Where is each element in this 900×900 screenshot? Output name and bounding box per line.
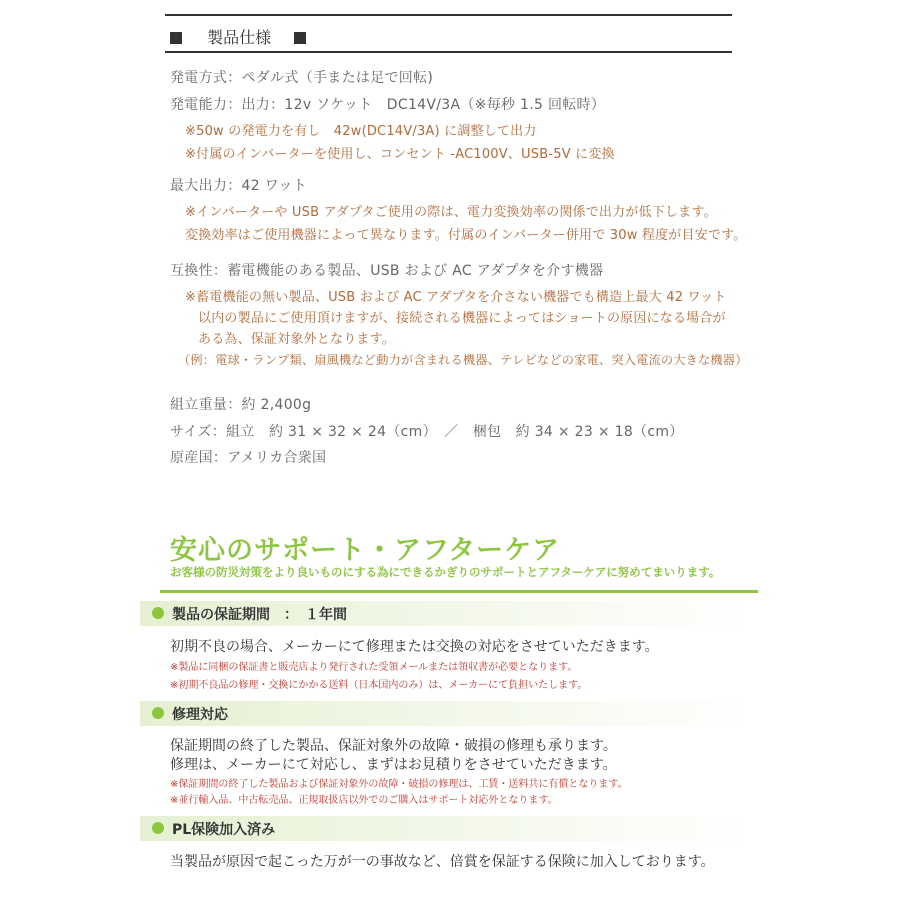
repair-body: 保証期間の終了した製品、保証対象外の故障・破損の修理も承ります。 [170, 738, 617, 754]
support-subtitle: お客様の防災対策をより良いものにする為にできるかぎりのサポートとアフターケアに努めてまいります。 [170, 565, 721, 579]
repair-note: ※並行輸入品、中古転売品、正規取扱店以外でのご購入はサポート対応外となります。 [170, 795, 558, 806]
repair-note: ※保証期間の終了した製品および保証対象外の故障・破損の修理は、工賃・送料共に有償となります。 [170, 779, 628, 790]
spec-bottom-rule [165, 51, 732, 53]
spec-note: ※蓄電機能の無い製品、USB および AC アダプタを介さない機器でも構造上最大 42 ワット [185, 290, 727, 305]
spec-note: ※インバーターや USB アダプタご使用の際は、電力変換効率の関係で出力が低下します。 [185, 205, 717, 220]
spec-line: 発電能力：出力：12v ソケット DC14V/3A（※毎秒 1.5 回転時） [170, 97, 606, 113]
spec-note: 変換効率はご使用機器によって異なります。付属のインバーター併用で 30w 程度が目安です。 [185, 228, 747, 243]
spec-line: 原産国：アメリカ合衆国 [170, 450, 327, 466]
spec-note: ※付属のインバーターを使用し、コンセント -AC100V、USB-5V に変換 [185, 147, 615, 162]
spec-line: 互換性：蓄電機能のある製品、USB および AC アダプタを介す機器 [170, 263, 604, 279]
spec-note: ある為、保証対象外となります。 [198, 332, 395, 347]
spec-line: サイズ：組立 約 31 × 32 × 24（cm） ／ 梱包 約 34 × 23 × 18（cm） [170, 424, 684, 440]
repair-band [140, 701, 758, 726]
spec-note: ※50w の発電力を有し 42w(DC14V/3A) に調整して出力 [185, 124, 537, 139]
spec-line: 発電方式：ペダル式（手または足で回転) [170, 70, 434, 86]
warranty-label: 製品の保証期間 ： １年間 [172, 607, 347, 623]
spec-title: 製品仕様 [207, 28, 272, 47]
spec-line: 最大出力：42 ワット [170, 178, 307, 194]
repair-body: 修理は、メーカーにて対応し、まずはお見積りをさせていただきます。 [170, 757, 617, 773]
spec-note: （例：電球・ランプ類、扇風機など動力が含まれる機器、テレビなどの家電、突入電流の大きな機器） [178, 353, 748, 367]
warranty-body: 初期不良の場合、メーカーにて修理または交換の対応をさせていただきます。 [170, 639, 659, 655]
spec-top-rule [165, 14, 732, 16]
support-title: 安心のサポート・アフターケア [170, 535, 561, 566]
warranty-note: ※初期不良品の修理・交換にかかる送料（日本国内のみ）は、メーカーにて負担いたします。 [170, 680, 588, 691]
spec-note: 以内の製品にご使用頂けますが、接続される機器によってはショートの原因になる場合が [198, 311, 726, 326]
bullet-icon [152, 707, 164, 719]
warranty-band [140, 601, 758, 626]
square-icon [294, 32, 306, 44]
square-icon [170, 32, 182, 44]
pl-body: 当製品が原因で起こった万が一の事故など、倍賞を保証する保険に加入しております。 [170, 854, 715, 870]
bullet-icon [152, 822, 164, 834]
pl-band [140, 816, 758, 841]
warranty-note: ※製品に同梱の保証書と販売店より発行された受領メールまたは領収書が必要となります。 [170, 662, 578, 673]
spec-header [170, 25, 306, 48]
bullet-icon [152, 607, 164, 619]
pl-label: PL保険加入済み [172, 822, 276, 838]
spec-line: 組立重量：約 2,400g [170, 397, 312, 413]
repair-label: 修理対応 [172, 707, 228, 723]
support-divider [160, 590, 758, 593]
